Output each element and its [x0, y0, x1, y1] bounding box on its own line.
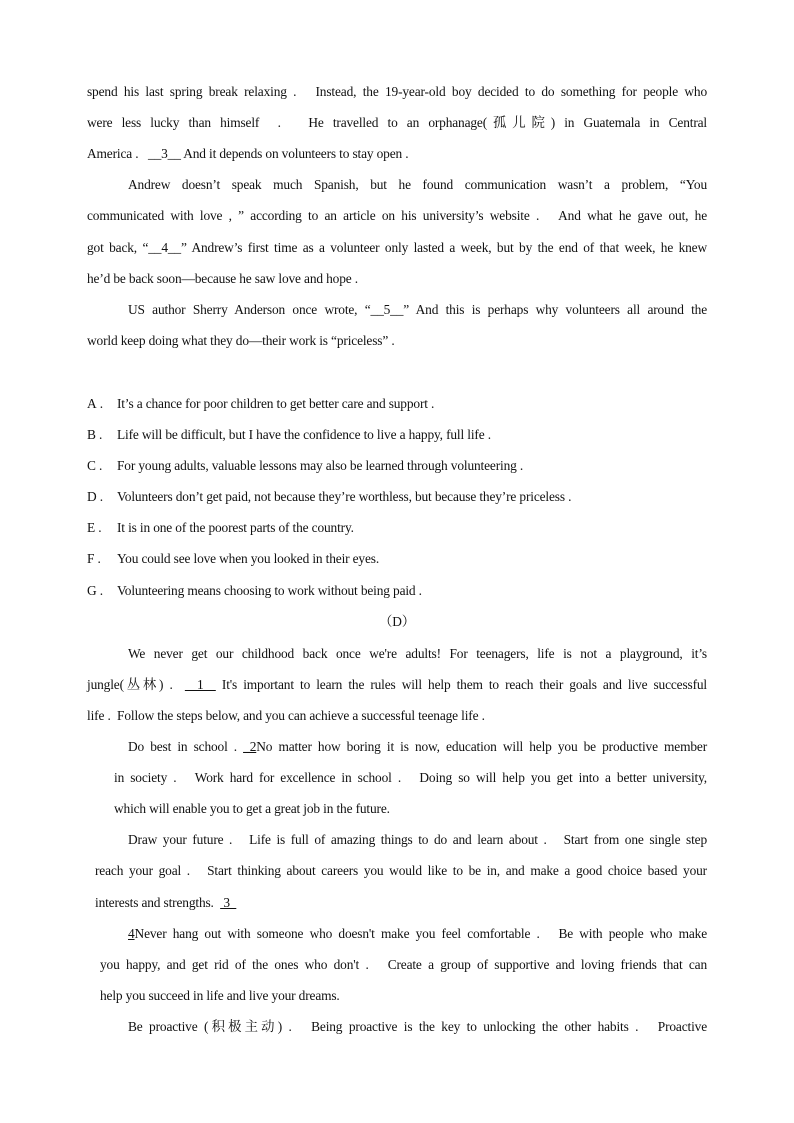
option-a [87, 396, 434, 412]
option-letter: G . [87, 583, 103, 598]
text-line: reach your goal . Start thinking about careers you would like to be in, and make a good choice based your [95, 863, 707, 878]
text-line: were less lucky than himself . He travelled to an orphanage(孤儿院) in Guatemala in Central [87, 115, 707, 130]
option-letter: F . [87, 551, 101, 566]
text-line: Be proactive (积极主动) . Being proactive is the key to unlocking the other habits . Proactive [128, 1019, 707, 1034]
option-letter: B . [87, 427, 103, 442]
text-line: you happy, and get rid of the ones who don't . Create a group of supportive and loving friends that can [100, 957, 707, 972]
option-text: Volunteering means choosing to work without being paid . [117, 583, 422, 598]
text-line: Draw your future . Life is full of amazing things to do and learn about . Start from one single step [128, 832, 707, 847]
text-span: It's important to learn the rules will help them to reach their goals and live successful [215, 677, 707, 692]
text-line: America . __3__ And it depends on volunteers to stay open . [87, 146, 409, 161]
option-letter: D . [87, 489, 103, 504]
text-line: US author Sherry Anderson once wrote, “__5__” And this is perhaps why volunteers all around the [128, 302, 707, 317]
text-line: life . Follow the steps below, and you can achieve a successful teenage life . [87, 708, 485, 723]
blank-2: _2 [243, 739, 257, 754]
option-text: It is in one of the poorest parts of the country. [117, 520, 354, 535]
text-span: No matter how boring it is now, education will help you be productive member [256, 739, 708, 754]
blank-4: 4 [128, 926, 135, 941]
option-text: It’s a chance for poor children to get better care and support . [117, 396, 435, 411]
text-line [128, 926, 707, 942]
option-c [87, 458, 523, 474]
option-letter: E . [87, 520, 102, 535]
text-line [87, 677, 707, 693]
text-line [95, 895, 236, 911]
text-span: Do best in school . [128, 739, 244, 754]
text-line: he’d be back soon—because he saw love and hope . [87, 271, 358, 286]
text-line: help you succeed in life and live your dreams. [100, 988, 340, 1003]
text-span: jungle(丛林) . [87, 677, 185, 692]
option-letter: C . [87, 458, 103, 473]
text-span: interests and strengths. [95, 895, 221, 910]
text-line: which will enable you to get a great job in the future. [114, 801, 390, 816]
blank-1: 1 [184, 677, 216, 692]
text-line: got back, “__4__” Andrew’s first time as a volunteer only lasted a week, but by the end of that week, he knew [87, 240, 707, 255]
option-text: You could see love when you looked in their eyes. [117, 551, 380, 566]
option-letter: A . [87, 396, 103, 411]
text-line: Andrew doesn’t speak much Spanish, but he found communication wasn’t a problem, “You [128, 177, 707, 192]
option-text: For young adults, valuable lessons may also be learned through volunteering . [117, 458, 524, 473]
text-line: We never get our childhood back once we're adults! For teenagers, life is not a playground, it’s [128, 646, 707, 661]
option-text: Volunteers don’t get paid, not because they’re worthless, but because they’re priceless . [117, 489, 572, 504]
section-heading: （D） [378, 614, 415, 629]
text-line: world keep doing what they do—their work is “priceless” . [87, 333, 395, 348]
text-line: communicated with love , ” according to an article on his university’s website . And what he gave out, he [87, 208, 707, 223]
option-e [87, 520, 354, 536]
option-b [87, 427, 491, 443]
text-line: spend his last spring break relaxing . Instead, the 19-year-old boy decided to do something for people who [87, 84, 707, 99]
option-text: Life will be difficult, but I have the confidence to live a happy, full life . [117, 427, 491, 442]
option-d [87, 489, 571, 505]
text-line: in society . Work hard for excellence in school . Doing so will help you get into a better university, [114, 770, 707, 785]
blank-3: 3 [220, 895, 237, 910]
option-f [87, 551, 379, 567]
option-g [87, 583, 422, 599]
text-line [128, 739, 707, 755]
text-span: Never hang out with someone who doesn't make you feel comfortable . Be with people who make [134, 926, 707, 941]
